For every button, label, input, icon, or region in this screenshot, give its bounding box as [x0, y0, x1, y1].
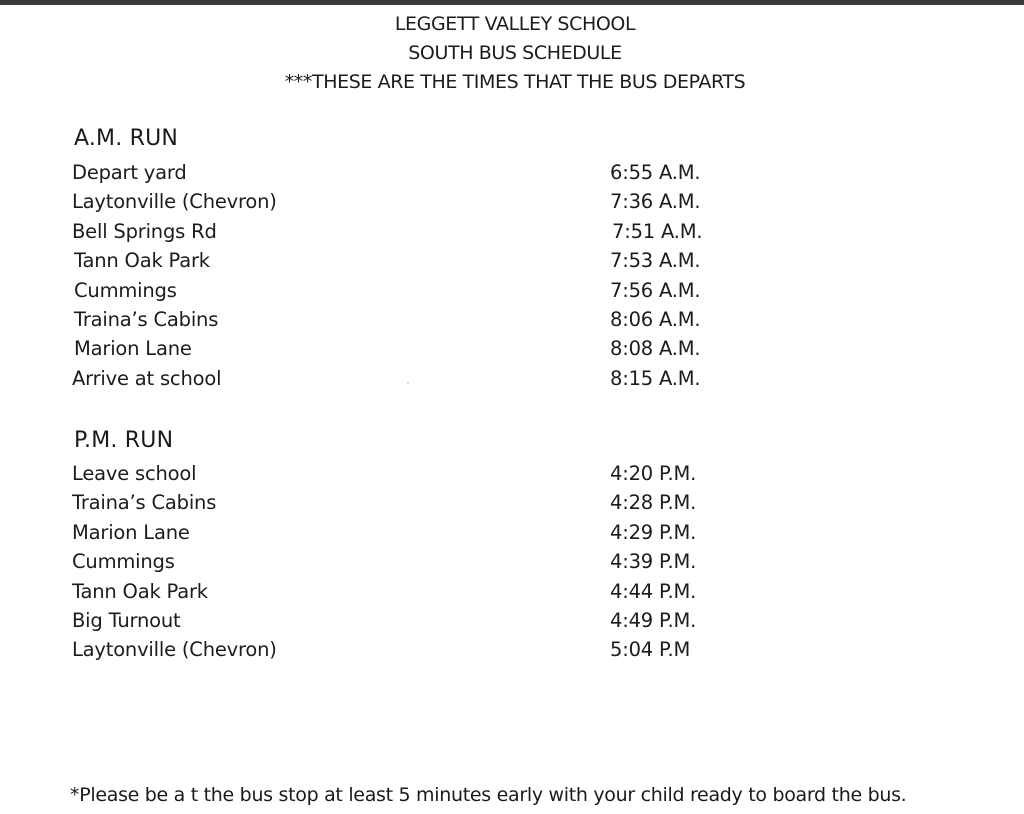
stop-name: Laytonville (Chevron): [72, 638, 277, 662]
schedule-row: [72, 488, 752, 517]
stop-time: 7:36 A.M.: [610, 190, 701, 214]
stop-time: 4:44 P.M.: [610, 579, 697, 603]
stop-name: Traina’s Cabins: [74, 307, 219, 331]
schedule-row: [72, 217, 752, 246]
departure-note: ***THESE ARE THE TIMES THAT THE BUS DEPARTS: [284, 71, 746, 93]
stop-name: Laytonville (Chevron): [72, 190, 277, 214]
top-border: [0, 0, 1024, 5]
stop-name: Depart yard: [72, 161, 187, 184]
stop-time: 4:39 P.M.: [610, 550, 697, 574]
schedule-row: [72, 606, 752, 635]
schedule-title: SOUTH BUS SCHEDULE: [408, 42, 622, 64]
schedule-row: [72, 187, 752, 216]
schedule-row: [72, 246, 752, 275]
stop-time: 8:15 A.M.: [610, 366, 701, 390]
schedule-row: [72, 276, 752, 305]
schedule-row: [72, 459, 752, 488]
schedule-row: [72, 305, 752, 334]
am-run-title: A.M. RUN: [74, 126, 179, 151]
stop-time: 8:06 A.M.: [610, 307, 701, 331]
stop-time: 7:51 A.M.: [612, 219, 703, 243]
stop-time: 4:49 P.M.: [610, 608, 697, 632]
pm-run-title: P.M. RUN: [74, 428, 174, 453]
stop-time: 4:29 P.M.: [610, 520, 697, 544]
stop-name: Cummings: [74, 278, 177, 302]
stop-name: Leave school: [72, 462, 197, 485]
stop-name: Bell Springs Rd: [72, 219, 217, 243]
schedule-row: [72, 518, 752, 547]
stop-name: Big Turnout: [72, 608, 181, 632]
stop-name: Tann Oak Park: [74, 249, 210, 273]
stop-time: 7:56 A.M.: [610, 278, 701, 302]
schedule-row: [72, 635, 752, 664]
school-name: LEGGETT VALLEY SCHOOL: [394, 13, 636, 35]
scan-speck: [407, 382, 409, 384]
stop-time: 8:08 A.M.: [610, 337, 701, 361]
stop-time: 4:20 P.M.: [610, 462, 697, 485]
stop-time: 4:28 P.M.: [610, 491, 697, 515]
stop-name: Tann Oak Park: [72, 579, 208, 603]
stop-name: Marion Lane: [74, 337, 192, 361]
stop-name: Cummings: [72, 550, 175, 574]
stop-time: 7:53 A.M.: [610, 249, 701, 273]
schedule-row: [72, 547, 752, 576]
schedule-row: [72, 364, 752, 393]
stop-name: Traina’s Cabins: [72, 491, 217, 515]
footer-note: *Please be a t the bus stop at least 5 minutes early with your child ready to board the bus.: [70, 784, 907, 806]
schedule-row: [72, 334, 752, 363]
document-header: [0, 10, 1024, 97]
stop-name: Arrive at school: [72, 366, 222, 390]
stop-time: 5:04 P.M: [610, 638, 691, 662]
am-run-list: [72, 158, 752, 393]
schedule-row: [72, 577, 752, 606]
schedule-row: [72, 158, 752, 187]
stop-time: 6:55 A.M.: [610, 161, 701, 184]
stop-name: Marion Lane: [72, 520, 190, 544]
pm-run-list: [72, 459, 752, 665]
